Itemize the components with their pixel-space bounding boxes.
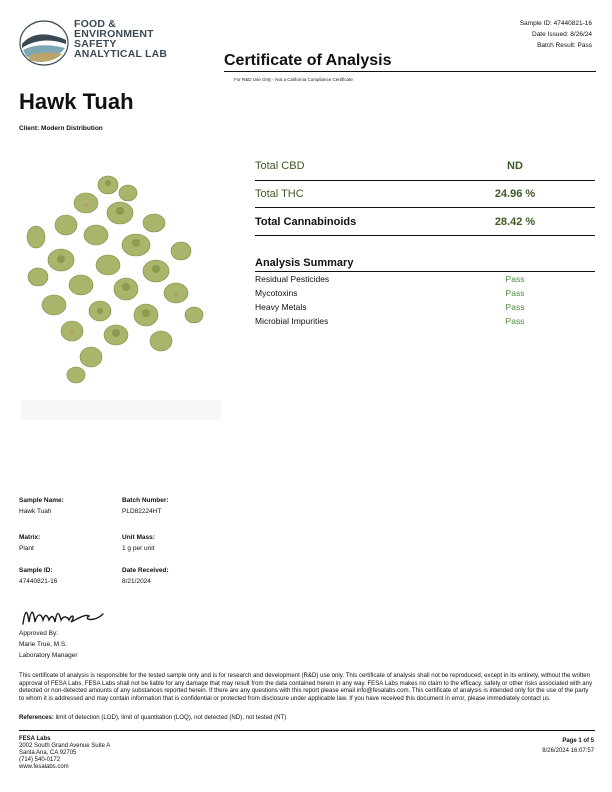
date-received-value: 8/21/2024 <box>122 578 151 585</box>
sample-name-block <box>19 495 64 517</box>
approved-by-label: Approved By: <box>19 630 59 637</box>
total-cbd-label: Total CBD <box>255 160 305 172</box>
unit-mass-label: Unit Mass: <box>122 534 155 541</box>
footer-page-info <box>542 736 594 756</box>
analysis-label: Mycotoxins <box>255 288 298 298</box>
title-divider <box>224 71 596 72</box>
page-title: Certificate of Analysis <box>224 52 392 69</box>
total-thc-label: Total THC <box>255 188 304 200</box>
matrix-value: Plant <box>19 545 34 552</box>
product-photo <box>16 165 226 435</box>
analysis-row <box>255 288 595 302</box>
product-name: Hawk Tuah <box>19 89 134 114</box>
sample-name-label: Sample Name: <box>19 497 64 504</box>
divider <box>255 207 595 208</box>
total-cannabinoids-label: Total Cannabinoids <box>255 216 357 228</box>
page-number: Page 1 of 5 <box>562 738 594 744</box>
matrix-label: Matrix: <box>19 534 41 541</box>
references-label: References: <box>19 714 54 721</box>
logo-line: SAFETY <box>74 38 117 50</box>
analysis-row <box>255 316 595 330</box>
analysis-row <box>255 302 595 316</box>
company-name: FESA Labs <box>19 736 51 742</box>
website-link[interactable]: www.fesalabs.com <box>19 764 69 770</box>
sample-name-value: Hawk Tuah <box>19 508 52 515</box>
divider <box>255 271 595 272</box>
divider <box>255 180 595 181</box>
total-cannabinoids-row <box>255 213 595 233</box>
logo-line: FOOD & <box>74 18 117 30</box>
divider <box>255 235 595 236</box>
total-cbd-value: ND <box>507 160 523 172</box>
approval-block <box>19 628 78 661</box>
address-line: Santa Ana, CA 92705 <box>19 750 77 756</box>
total-cannabinoids-value: 28.42 % <box>494 216 536 228</box>
approver-name: Marie True, M.S. <box>19 641 68 648</box>
disclaimer-text: This certificate of analysis is responsible for the tested sample only and is for research and development (R&D) use only. This certificate of analysis shall not be reproduced, except in its entirety, without the written approval of FESA Labs. FESA Labs shall not be liable for any damage that may result from the data contained herein in any way. FESA Labs makes no claim to the efficacy, safety or other risks associated with any detected or non-detected amounts of any substances reported herein. If there are any questions with this report please email info@fesalabs.com. This certificate of analysis is intended only for the use of the party to whom it is addressed and may contain information that is confidential or protected from disclosure under applicable law. If you have received this document in error, please immediately contact us. <box>19 672 593 702</box>
client-name: Client: Modern Distribution <box>19 125 103 132</box>
logo-text <box>74 19 167 59</box>
sample-id-label: Sample ID: <box>19 567 53 574</box>
matrix-block <box>19 532 40 554</box>
sample-id-meta: Sample ID: 47440821-16 <box>519 20 592 27</box>
unit-mass-block <box>122 532 155 554</box>
analysis-result: Pass <box>505 302 525 312</box>
analysis-row <box>255 274 595 288</box>
analysis-result: Pass <box>505 274 525 284</box>
footer-timestamp: 8/26/2024 16:07:57 <box>542 748 594 754</box>
batch-result: Batch Result: Pass <box>537 42 592 49</box>
total-thc-row <box>255 185 595 205</box>
sample-id-value: 47440821-16 <box>19 578 58 585</box>
date-received-block <box>122 565 169 587</box>
batch-number-block <box>122 495 169 517</box>
analysis-label: Heavy Metals <box>255 302 307 312</box>
analysis-result: Pass <box>505 316 525 326</box>
analysis-label: Residual Pesticides <box>255 274 330 284</box>
footer-divider <box>19 730 595 731</box>
footer-address <box>19 736 110 771</box>
header-meta <box>520 18 592 51</box>
references-text: limit of detection (LOD), limit of quantitation (LOQ), not detected (ND), not tested (NT) <box>55 714 287 721</box>
total-thc-value: 24.96 % <box>494 188 536 200</box>
compliance-note: For R&D Use Only - Not a California Compliance Certificate. <box>234 77 355 82</box>
analysis-label: Microbial Impurities <box>255 316 329 326</box>
references <box>19 714 594 721</box>
date-received-label: Date Received: <box>122 567 169 574</box>
batch-number-value: PLD82224HT <box>122 508 162 515</box>
phone: (714) 540-0172 <box>19 757 61 763</box>
logo-line: ENVIRONMENT <box>74 28 154 40</box>
date-issued: Date Issued: 8/26/24 <box>532 31 592 38</box>
sample-id-block <box>19 565 57 587</box>
logo-line: ANALYTICAL LAB <box>74 48 168 60</box>
address-line: 2002 South Grand Avenue Suite A <box>19 743 111 749</box>
total-cbd-row <box>255 157 595 177</box>
analysis-summary-title: Analysis Summary <box>255 257 354 269</box>
batch-number-label: Batch Number: <box>122 497 169 504</box>
unit-mass-value: 1 g per unit <box>122 545 155 552</box>
analysis-result: Pass <box>505 288 525 298</box>
approver-role: Laboratory Manager <box>19 652 78 659</box>
